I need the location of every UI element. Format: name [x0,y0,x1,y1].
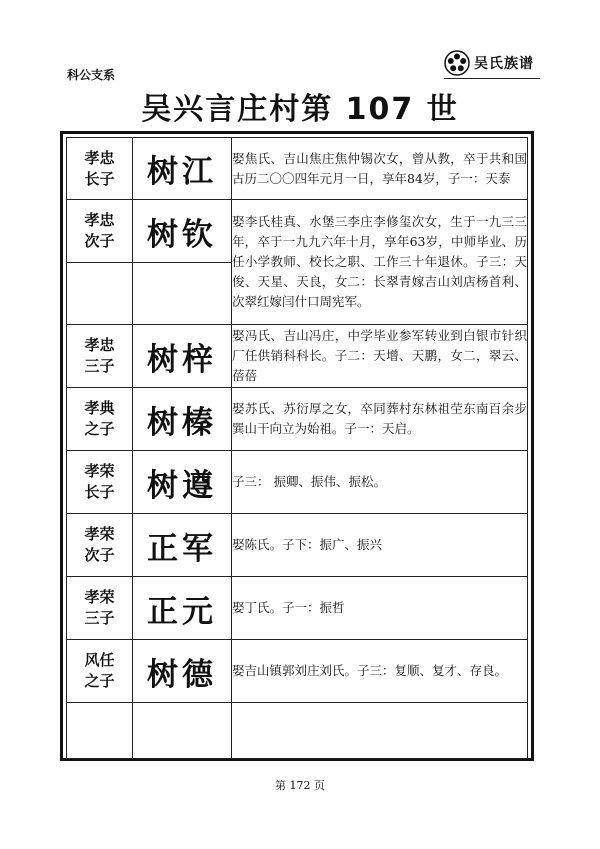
description-cell: 娶焦氏、吉山焦庄焦仲锡次女，曾从教，卒于共和国古历二〇〇四年元月一日，享年84岁，子一：天泰 [232,138,528,200]
table-row [67,640,528,703]
description-cell: 子三： 振卿、振伟、振松。 [232,451,528,514]
description-cell: 娶苏氏、苏衍厚之女，卒同葬村东林祖茔东南百余步巽山干向立为始祖。子一：天启。 [232,388,528,451]
empty-cell [133,703,232,759]
description-cell: 娶吉山镇郭刘庄刘氏。子三：复顺、复才、存良。 [232,640,528,703]
relation-cell: 孝荣 次子 [67,514,133,577]
table-row [67,451,528,514]
relation-cell: 孝荣 三子 [67,577,133,640]
table-row [67,514,528,577]
empty-cell [67,703,133,759]
relation-cell: 孝荣 长子 [67,451,133,514]
logo-text: 吴氏族谱 [474,56,534,72]
empty-cell [133,263,232,325]
name-cell: 正元 [133,577,232,640]
table-row-empty [67,703,528,759]
relation-cell: 孝忠 次子 [67,200,133,263]
name-cell: 树江 [133,138,232,200]
name-cell: 树梓 [133,325,232,388]
table-row [67,138,528,200]
name-cell: 树钦 [133,200,232,263]
name-cell: 正军 [133,514,232,577]
header-rule [444,78,540,79]
description-cell: 娶李氏桂真、水堡三李庄李修玺次女，生于一九三三年，卒于一九九六年十月，享年63岁，中师毕业、历任小学教师、校长之职、工作三十年退休。子三：天俊、天星、天良，女二：长翠青嫁吉山刘店杨首利、次翠红嫁闫什口周宪军。 [232,200,528,325]
page-number: 第 172 页 [275,779,325,792]
name-cell: 树德 [133,640,232,703]
table-row [67,388,528,451]
genealogy-table [66,137,528,759]
relation-cell: 孝典 之子 [67,388,133,451]
page-title: 吴兴言庄村第 107 世 [141,92,459,127]
description-cell: 娶丁氏。子一：振哲 [232,577,528,640]
description-cell: 娶陈氏。子下：振广、振兴 [232,514,528,577]
empty-cell [232,703,528,759]
relation-cell: 孝忠 长子 [67,138,133,200]
name-cell: 树榛 [133,388,232,451]
table-row [67,577,528,640]
relation-cell: 风任 之子 [67,640,133,703]
flower-emblem-icon [444,50,470,76]
empty-cell [67,263,133,325]
name-cell: 树遵 [133,451,232,514]
clan-logo [444,50,534,76]
table-row [67,325,528,388]
description-cell: 娶冯氏、吉山冯庄，中学毕业参军转业到白银市针织厂任供销科科长。子二：天增、天鹏，女二，翠云、蓓蓓 [232,325,528,388]
table-row [67,200,528,263]
relation-cell: 孝忠 三子 [67,325,133,388]
branch-label: 科公支系 [67,68,116,82]
